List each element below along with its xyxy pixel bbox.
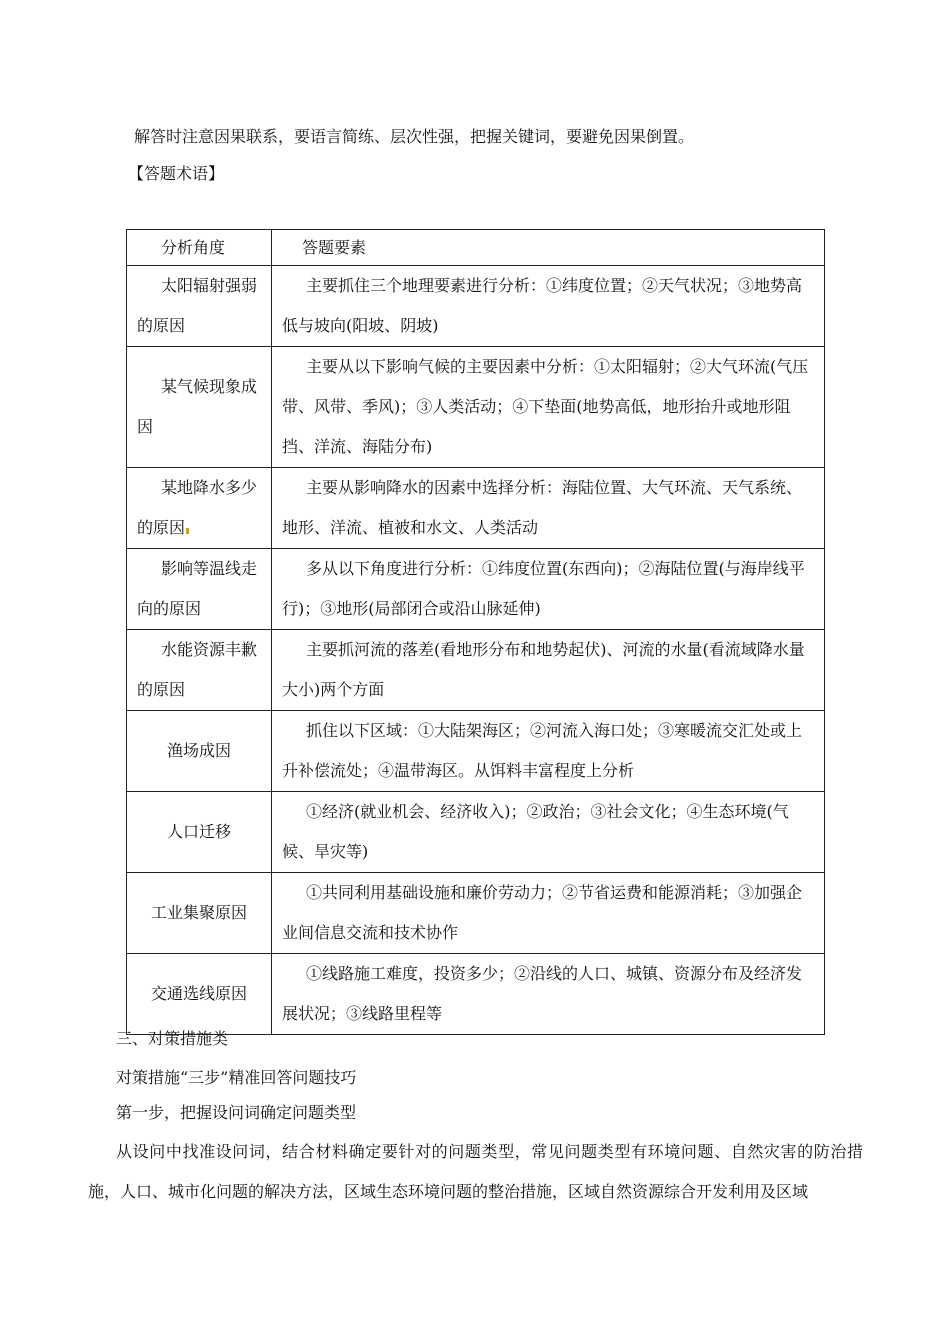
term-heading: 【答题术语】	[128, 164, 225, 183]
row-detail: 主要从影响降水的因素中选择分析：海陆位置、大气环流、天气系统、地形、洋流、植被和水文、人类活动	[272, 468, 825, 549]
row-angle: 影响等温线走向的原因	[127, 549, 272, 630]
table-row	[127, 711, 825, 792]
marker-dot	[186, 528, 189, 534]
table-row	[127, 630, 825, 711]
table-row	[127, 468, 825, 549]
section-subtitle: 对策措施“三步”精准回答问题技巧	[116, 1068, 357, 1087]
table-header-row	[127, 230, 825, 266]
header-angle: 分析角度	[127, 230, 272, 266]
row-angle: 水能资源丰歉的原因	[127, 630, 272, 711]
row-angle: 工业集聚原因	[127, 873, 272, 954]
row-angle: 某气候现象成因	[127, 347, 272, 468]
intro-text: 解答时注意因果联系，要语言简练、层次性强，把握关键词，要避免因果倒置。	[134, 127, 695, 146]
header-elements: 答题要素	[272, 230, 825, 266]
row-detail: ①共同利用基础设施和廉价劳动力；②节省运费和能源消耗；③加强企业间信息交流和技术协作	[272, 873, 825, 954]
row-angle-text: 某地降水多少的原因	[137, 478, 258, 537]
row-angle	[127, 468, 272, 549]
row-detail: 抓住以下区域：①大陆架海区；②河流入海口处；③寒暖流交汇处或上升补偿流处；④温带海区。从饵料丰富程度上分析	[272, 711, 825, 792]
row-angle: 太阳辐射强弱的原因	[127, 266, 272, 347]
row-angle: 人口迁移	[127, 792, 272, 873]
row-detail: 主要抓住三个地理要素进行分析：①纬度位置；②天气状况；③地势高低与坡向(阳坡、阴坡)	[272, 266, 825, 347]
row-detail: ①经济(就业机会、经济收入)；②政治；③社会文化；④生态环境(气候、旱灾等)	[272, 792, 825, 873]
table-row	[127, 347, 825, 468]
table-row	[127, 549, 825, 630]
answer-terms-table	[126, 229, 825, 1035]
row-angle: 渔场成因	[127, 711, 272, 792]
table-row	[127, 792, 825, 873]
row-detail: ①线路施工难度，投资多少；②沿线的人口、城镇、资源分布及经济发展状况；③线路里程等	[272, 954, 825, 1035]
step-one-heading: 第一步，把握设问词确定问题类型	[116, 1103, 357, 1122]
row-angle: 交通选线原因	[127, 954, 272, 1035]
row-detail: 主要抓河流的落差(看地形分布和地势起伏)、河流的水量(看流域降水量大小)两个方面	[272, 630, 825, 711]
table-row	[127, 266, 825, 347]
table-row	[127, 873, 825, 954]
table-row	[127, 954, 825, 1035]
row-detail: 主要从以下影响气候的主要因素中分析：①太阳辐射；②大气环流(气压带、风带、季风)；③人类活动；④下垫面(地势高低，地形抬升或地形阻挡、洋流、海陆分布)	[272, 347, 825, 468]
body-paragraph: 从设问中找准设问词，结合材料确定要针对的问题类型，常见问题类型有环境问题、自然灾害的防治措施，人口、城市化问题的解决方法，区域生态环境问题的整治措施，区域自然资源综合开发利用及区域	[88, 1142, 863, 1201]
section-title: 三、对策措施类	[116, 1029, 229, 1048]
row-detail: 多从以下角度进行分析：①纬度位置(东西向)；②海陆位置(与海岸线平行)；③地形(局部闭合或沿山脉延伸)	[272, 549, 825, 630]
